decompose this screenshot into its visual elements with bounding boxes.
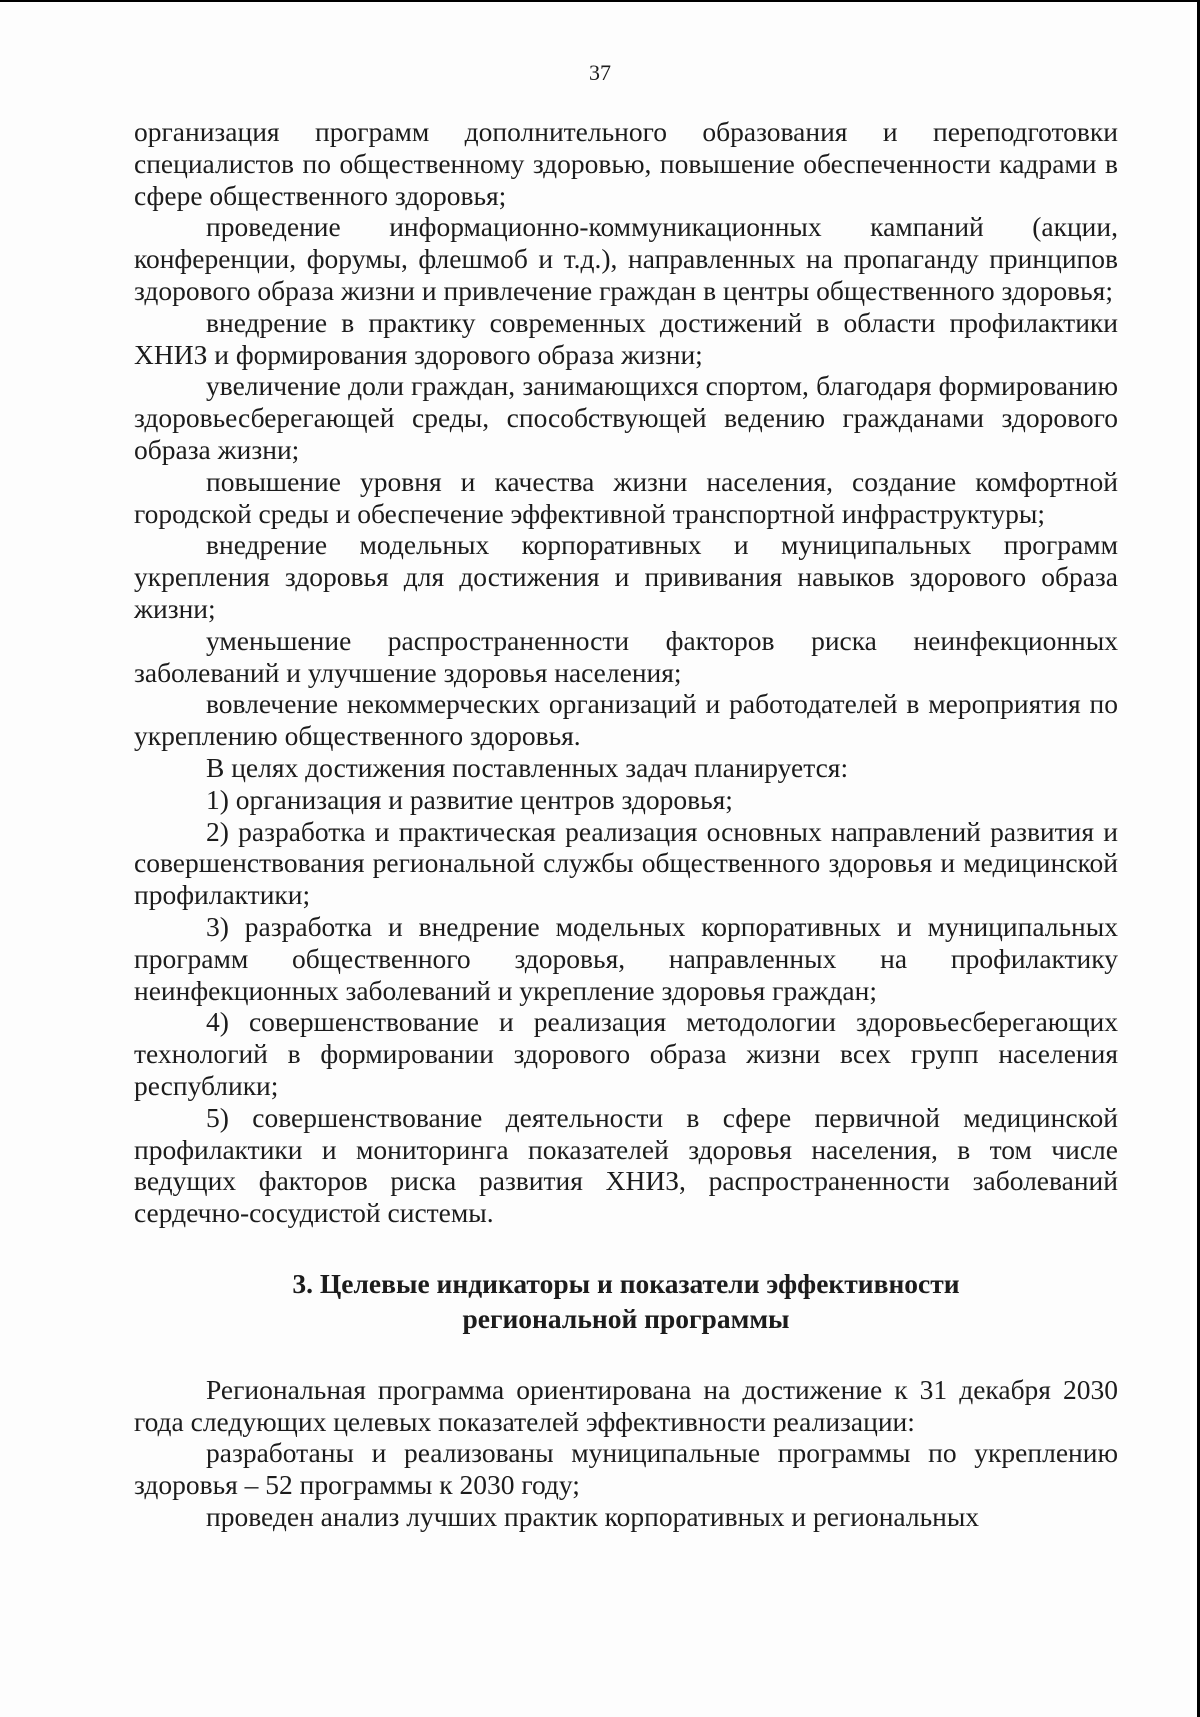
paragraph: 5) совершенствование деятельности в сфере первичной медицинской профилактики и мониторинга показателей здоровья населения, в том числе ведущих факторов риска развития ХНИЗ, распространенности заболеваний сердечно-сосудистой системы. (134, 1101, 1118, 1229)
paragraph: проведение информационно-коммуникационных кампаний (акции, конференции, форумы, флешмоб и т.д.), направленных на пропаганду принципов здорового образа жизни и привлечение граждан в центры общественного здоровья; (134, 211, 1118, 306)
page-number: 37 (589, 60, 611, 85)
scan-edge-top (0, 0, 1200, 2)
section-heading-line-2: региональной программы (462, 1302, 790, 1334)
paragraph: 3) разработка и внедрение модельных корпоративных и муниципальных программ общественного здоровья, направленных на профилактику неинфекционных заболеваний и укрепление здоровья граждан; (134, 910, 1118, 1006)
paragraph: внедрение в практику современных достижений в области профилактики ХНИЗ и формирования здорового образа жизни; (134, 306, 1118, 370)
paragraph: 4) совершенствование и реализация методологии здоровьесберегающих технологий в формировании здорового образа жизни всех групп населения республики; (134, 1006, 1118, 1101)
paragraph: повышение уровня и качества жизни населения, создание комфортной городской среды и обеспечение эффективной транспортной инфраструктуры; (134, 465, 1118, 529)
paragraph: 2) разработка и практическая реализация основных направлений развития и совершенствования региональной службы общественного здоровья и медицинской профилактики; (134, 815, 1118, 911)
paragraph: увеличение доли граждан, занимающихся спортом, благодаря формированию здоровьесберегающей среды, способствующей ведению гражданами здорового образа жизни; (134, 370, 1118, 465)
section-heading (134, 1266, 1118, 1336)
paragraph: уменьшение распространенности факторов риска неинфекционных заболеваний и улучшение здоровья населения; (134, 624, 1118, 688)
paragraph: организация программ дополнительного образования и переподготовки специалистов по общественному здоровью, повышение обеспеченности кадрами в сфере общественного здоровья; (134, 116, 1118, 211)
paragraph: В целях достижения поставленных задач планируется: (206, 751, 849, 783)
paragraph-list-bottom (134, 1374, 1118, 1533)
document-body (134, 116, 1118, 1533)
paragraph: разработаны и реализованы муниципальные программы по укреплению здоровья – 52 программы к 2030 году; (134, 1437, 1118, 1501)
paragraph: проведен анализ лучших практик корпоративных и региональных (206, 1501, 980, 1533)
paragraph: Региональная программа ориентирована на достижение к 31 декабря 2030 года следующих целевых показателей эффективности реализации: (134, 1373, 1118, 1437)
paragraph: вовлечение некоммерческих организаций и работодателей в мероприятия по укреплению общественного здоровья. (134, 688, 1118, 752)
paragraph: внедрение модельных корпоративных и муниципальных программ укрепления здоровья для достижения и прививания навыков здорового образа жизни; (134, 529, 1118, 624)
section-heading-line-1: 3. Целевые индикаторы и показатели эффективности (292, 1267, 960, 1299)
paragraph-list-top (134, 116, 1118, 1229)
paragraph: 1) организация и развитие центров здоровья; (206, 783, 733, 815)
